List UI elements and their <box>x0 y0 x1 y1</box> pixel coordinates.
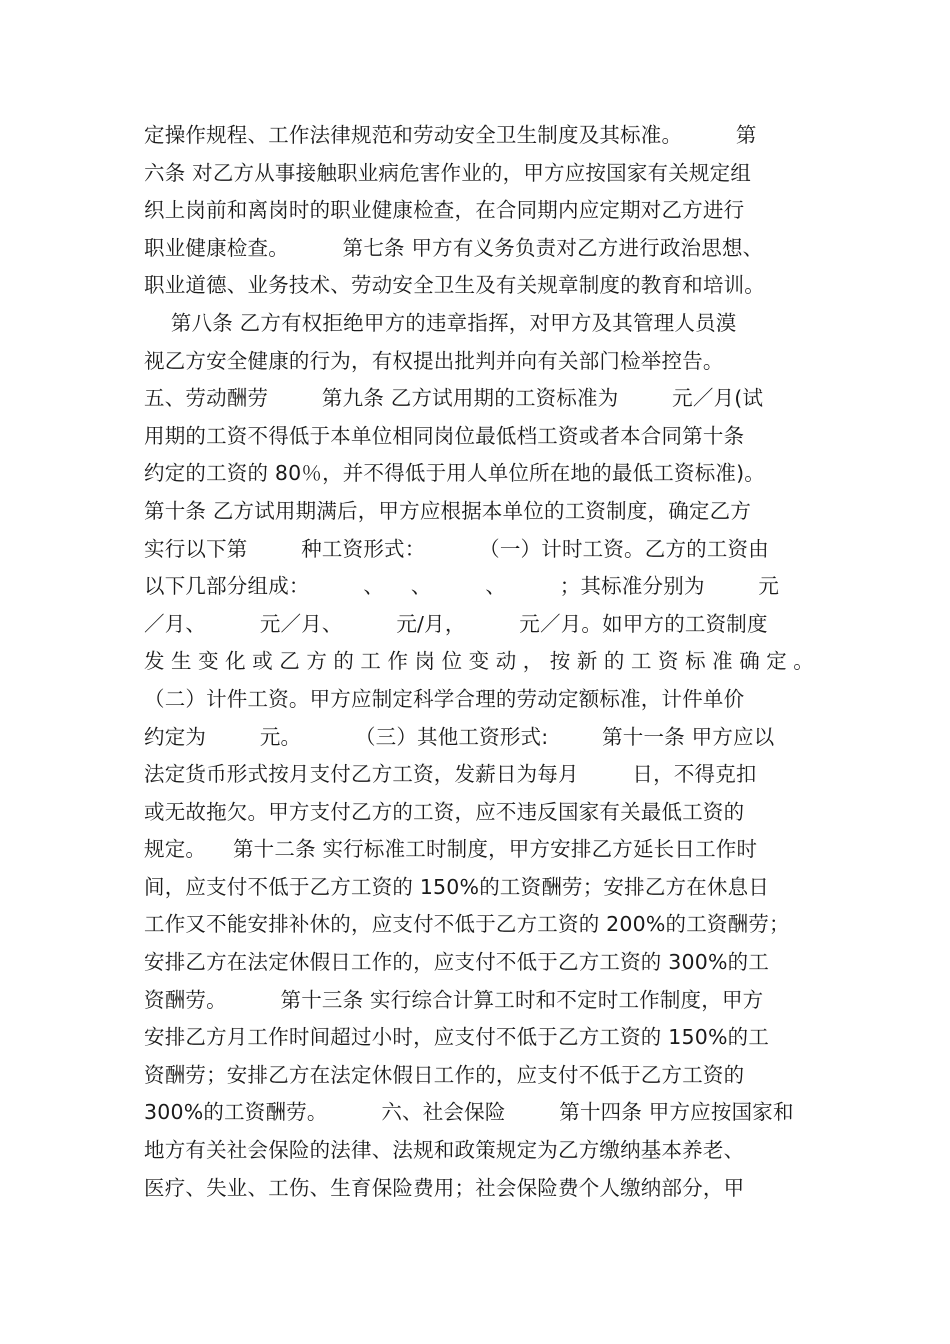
text-line: 职业道德、业务技术、劳动安全卫生及有关规章制度的教育和培训。 <box>144 273 765 298</box>
text-line: 第十条 乙方试用期满后，甲方应根据本单位的工资制度，确定乙方 <box>144 498 752 523</box>
text-line: 或无故拖欠。甲方支付乙方的工资，应不违反国家有关最低工资的 <box>144 799 745 824</box>
text-line: 第八条 乙方有权拒绝甲方的违章指挥，对甲方及其管理人员漠 <box>144 310 737 335</box>
text-line: 间，应支付不低于乙方工资的 150%的工资酬劳；安排乙方在休息日 <box>144 874 770 899</box>
text-line: 五、劳动酬劳 第九条 乙方试用期的工资标准为 元／月(试 <box>144 386 764 411</box>
text-line: 资酬劳；安排乙方在法定休假日工作的，应支付不低于乙方工资的 <box>144 1062 745 1087</box>
text-line: ／月、 元／月、 元/月， 元／月。如甲方的工资制度 <box>144 611 768 636</box>
text-line: 资酬劳。 第十三条 实行综合计算工时和不定时工作制度，甲方 <box>144 987 764 1012</box>
text-line: 安排乙方月工作时间超过小时，应支付不低于乙方工资的 150%的工 <box>144 1025 770 1050</box>
text-line: 视乙方安全健康的行为，有权提出批判并向有关部门检举控告。 <box>144 348 724 373</box>
text-line: 以下几部分组成： 、 、 、 ；其标准分别为 元 <box>144 574 780 599</box>
text-line: 地方有关社会保险的法律、法规和政策规定为乙方缴纳基本养老、 <box>144 1138 745 1163</box>
text-line: 法定货币形式按月支付乙方工资，发薪日为每月 日，不得克扣 <box>144 762 757 787</box>
text-line: 用期的工资不得低于本单位相同岗位最低档工资或者本合同第十条 <box>144 423 745 448</box>
text-line: 职业健康检查。 第七条 甲方有义务负责对乙方进行政治思想、 <box>144 235 764 260</box>
text-line: 规定。 第十二条 实行标准工时制度，甲方安排乙方延长日工作时 <box>144 837 758 862</box>
text-line: 发生变化或乙方的工作岗位变动，按新的工资标准确定。 <box>144 649 814 674</box>
text-line: 织上岗前和离岗时的职业健康检查，在合同期内应定期对乙方进行 <box>144 198 745 223</box>
text-line: 工作又不能安排补休的，应支付不低于乙方工资的 200%的工资酬劳； <box>144 912 790 937</box>
text-line: 约定为 元。 （三）其他工资形式: 第十一条 甲方应以 <box>144 724 775 749</box>
text-line: 安排乙方在法定休假日工作的，应支付不低于乙方工资的 300%的工 <box>144 950 770 975</box>
text-line: 定操作规程、工作法律规范和劳动安全卫生制度及其标准。 第 <box>144 123 757 147</box>
text-line: 实行以下第 种工资形式： （一）计时工资。乙方的工资由 <box>144 536 769 561</box>
text-line: （二）计件工资。甲方应制定科学合理的劳动定额标准，计件单价 <box>144 686 745 711</box>
contract-body-text <box>144 117 814 1207</box>
text-line: 医疗、失业、工伤、生育保险费用；社会保险费个人缴纳部分，甲 <box>144 1175 745 1200</box>
text-line: 六条 对乙方从事接触职业病危害作业的，甲方应按国家有关规定组 <box>144 160 752 185</box>
text-line: 300%的工资酬劳。 六、社会保险 第十四条 甲方应按国家和 <box>144 1100 794 1125</box>
text-line: 约定的工资的 80％，并不得低于用人单位所在地的最低工资标准)。 <box>144 461 765 486</box>
